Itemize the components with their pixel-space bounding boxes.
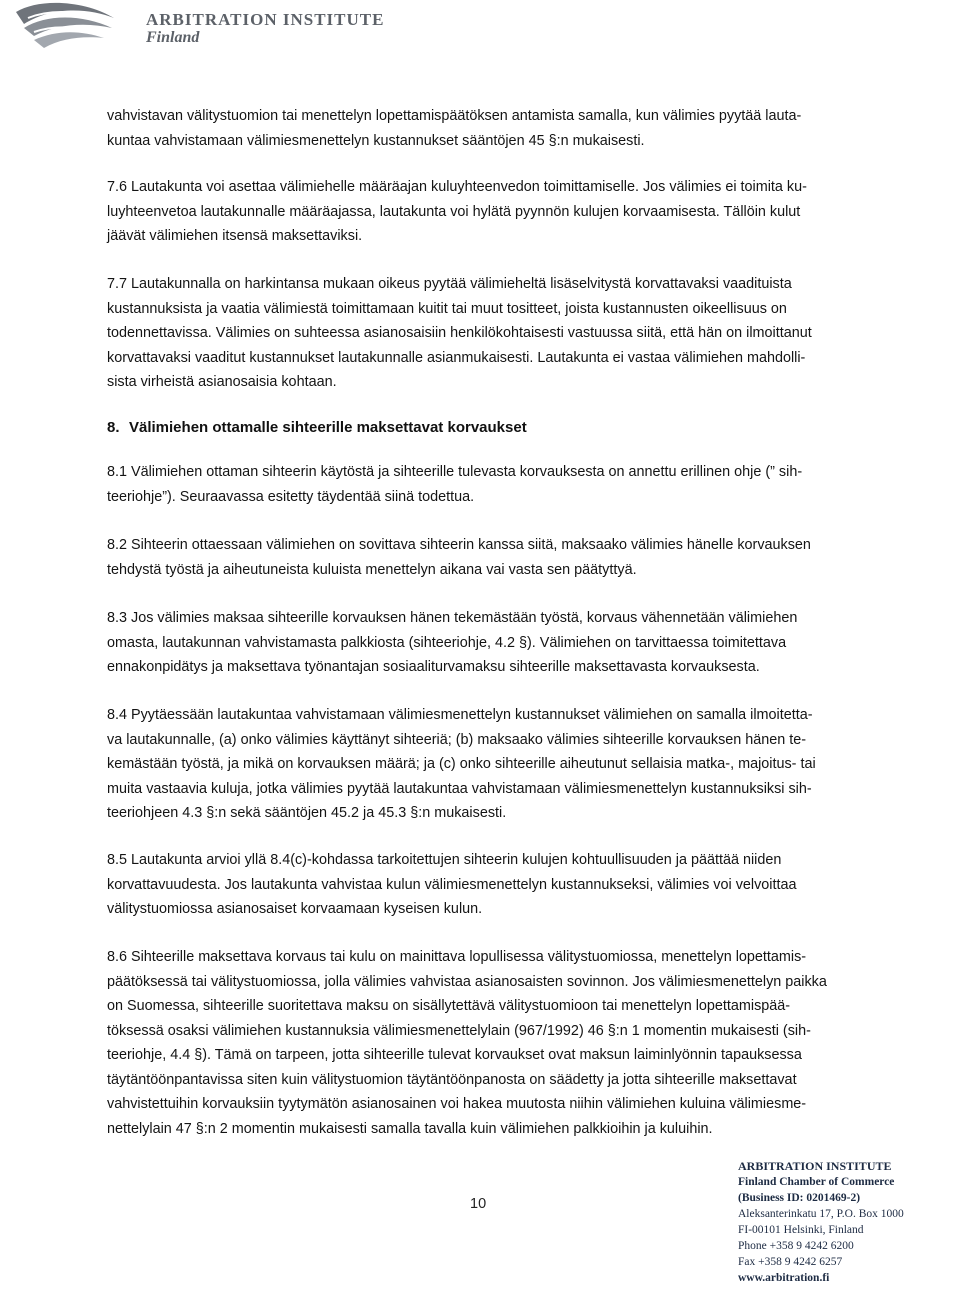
text-line: 8.4 Pyytäessään lautakuntaa vahvistamaan välimiesmenettelyn kustannukset välimiehen on samalla ilmoitetta- (107, 707, 813, 723)
footer-city: FI-00101 Helsinki, Finland (738, 1224, 864, 1236)
text-line: töksessä osaksi välimiehen kustannuksia välimiesmenettelylain (967/1992) 46 §:n 1 momentin mukaisesti (sih- (107, 1022, 811, 1039)
text-line: nettelylain 47 §:n 2 momentin mukaisesti samalla tavalla kuin välimiehen palkkioihin ja kuluihin. (107, 1120, 713, 1137)
text-line: omasta, lautakunnan vahvistamasta palkkiosta (sihteeriohje, 4.2 §). Välimiehen on tarvittaessa toimitettava (107, 634, 787, 651)
text-line: päätöksessä tai välitystuomiossa, jolla välimies vahvistaa asianosaisten sovinnon. Jos välimiesmenettelyn paikka (107, 973, 827, 990)
text-line: sista virheistä asianosaisia kohtaan. (107, 374, 337, 390)
text-line: tehdystä työstä ja aiheutuneista kuluista menettelyn aikana vai vasta sen päätyttyä. (107, 561, 637, 578)
paragraph-8-5 (107, 848, 797, 922)
paragraph-8-2 (107, 533, 811, 582)
footer-address-block (738, 1158, 904, 1286)
text-line: kuntaa vahvistamaan välimiesmenettelyn kustannukset sääntöjen 45 §:n mukaisesti. (107, 132, 645, 149)
text-line: täytäntöönpantavissa siten kuin välitystuomion täytäntöönpanosta on säädetty ja jotta sihteerille maksettavat (107, 1071, 797, 1088)
section-8-heading (107, 416, 527, 440)
text-line: 8.2 Sihteerin ottaessaan välimiehen on sovittava sihteerin kanssa siitä, maksaako välimies hänelle korvauksen (107, 537, 811, 553)
section-title: Välimiehen ottamalle sihteerille maksettavat korvaukset (129, 419, 527, 436)
text-line: välitystuomiossa asianosaiset korvaamaan kyseisen kulun. (107, 901, 483, 917)
logo-country: Finland (146, 29, 200, 46)
text-line: kemästään työstä, ja mikä on korvauksen määrä; ja (c) onko sihteerille aiheutunut sellaisia matka-, majoitus- tai (107, 756, 816, 772)
text-line: luyhteenvetoa lautakunnalle määräajassa, lautakunta voi hylätä pyynnön kulujen korvaamisesta. Tällöin kulut (107, 203, 801, 220)
text-line: ennakonpidätys ja maksettava työnantajan sosiaaliturvamaksu sihteerille maksettavasta korvauksesta. (107, 659, 760, 675)
text-line: 7.7 Lautakunnalla on harkintansa mukaan oikeus pyytää välimieheltä lisäselvitystä korvattavaksi vaadituista (107, 276, 792, 292)
text-line: teeriohje, 4.4 §). Tämä on tarpeen, jotta sihteerille tulevat korvaukset ovat maksun laiminlyönnin tapauksessa (107, 1047, 802, 1063)
text-line: todennettavissa. Välimies on suhteessa asianosaisiin henkilökohtaisesti vastuussa siitä, että hän on ilmoittanut (107, 325, 812, 341)
footer-website-link[interactable]: www.arbitration.fi (738, 1272, 830, 1284)
footer-fax: Fax +358 9 4242 6257 (738, 1256, 843, 1268)
paragraph-8-4 (107, 703, 816, 826)
text-line: 8.3 Jos välimies maksaa sihteerille korvauksen hänen tekemästään työstä, korvaus vähennetään välimiehen (107, 610, 798, 626)
footer-business-id: (Business ID: 0201469-2) (738, 1192, 861, 1204)
text-line: vahvistavan välitystuomion tai menettelyn lopettamispäätöksen antamista samalla, kun välimies pyytää lauta- (107, 108, 802, 124)
text-line: muita vastaavia kuluja, jotka välimies pyytää lautakuntaa vahvistamaan välimiesmenettelyn kustannuksiksi sih- (107, 780, 812, 797)
text-line: korvattavuudesta. Jos lautakunta vahvistaa kulun välimiesmenettelyn kustannukseksi, välimies voi velvoittaa (107, 876, 797, 893)
footer-phone: Phone +358 9 4242 6200 (738, 1240, 854, 1252)
logo-text (146, 10, 384, 47)
text-line: vahvistettuihin korvauksiin tyytymätön asianosainen voi hakea muutosta niihin välimiehen kuluina välimiesme- (107, 1096, 807, 1112)
text-line: 7.6 Lautakunta voi asettaa välimiehelle määräajan kuluyhteenvedon toimittamiselle. Jos välimies ei toimita ku- (107, 179, 807, 195)
text-line: jäävät välimiehen itsensä maksettaviksi. (107, 228, 363, 244)
paragraph-8-1 (107, 460, 802, 509)
text-line: 8.5 Lautakunta arvioi yllä 8.4(c)-kohdassa tarkoitettujen sihteerin kulujen kohtuullisuuden ja päättää niiden (107, 852, 782, 868)
paragraph-7-6 (107, 175, 807, 249)
paragraph-7-7 (107, 272, 812, 395)
text-line: teeriohje”). Seuraavassa esitetty täydentää siinä todettua. (107, 488, 475, 505)
footer-street: Aleksanterinkatu 17, P.O. Box 1000 (738, 1208, 904, 1220)
text-line: va lautakunnalle, (a) onko välimies käyttänyt sihteeriä; (b) maksaako välimies sihteerille korvauksen hänen te- (107, 731, 807, 748)
text-line: 8.6 Sihteerille maksettava korvaus tai kulu on mainittava lopullisessa välitystuomiossa, menettelyn lopettamis- (107, 949, 807, 965)
paragraph-8-3 (107, 606, 797, 680)
text-line: korvattavaksi vaaditut kustannukset lautakunnalle asianmukaisesti. Lautakunta ei vastaa välimiehen mahdolli- (107, 349, 806, 366)
logo-institute-name: ARBITRATION INSTITUTE (146, 10, 385, 29)
footer-chamber: Finland Chamber of Commerce (738, 1176, 895, 1188)
text-line: 8.1 Välimiehen ottaman sihteerin käytöstä ja sihteerille tulevasta korvauksesta on annettu erillinen ohje (” sih- (107, 464, 803, 480)
text-line: on Suomessa, sihteerille suoritettava maksu on sisällytettävä välitystuomioon tai menettelyn lopettamispää- (107, 998, 791, 1014)
paragraph-7-5-continuation (107, 104, 801, 153)
header-logo (14, 2, 454, 50)
text-line: kustannuksista ja vaatia välimiestä toimittamaan kuitit tai muut tositteet, joista kustannusten oikeellisuus on (107, 300, 787, 317)
text-line: teeriohjeen 4.3 §:n sekä sääntöjen 45.2 ja 45.3 §:n mukaisesti. (107, 805, 507, 821)
footer-institute-name: ARBITRATION INSTITUTE (738, 1159, 892, 1173)
arbitration-institute-swirl-logo-icon (14, 2, 124, 50)
page-number: 10 (470, 1196, 487, 1212)
paragraph-8-6 (107, 945, 827, 1141)
section-number: 8. (107, 419, 120, 436)
